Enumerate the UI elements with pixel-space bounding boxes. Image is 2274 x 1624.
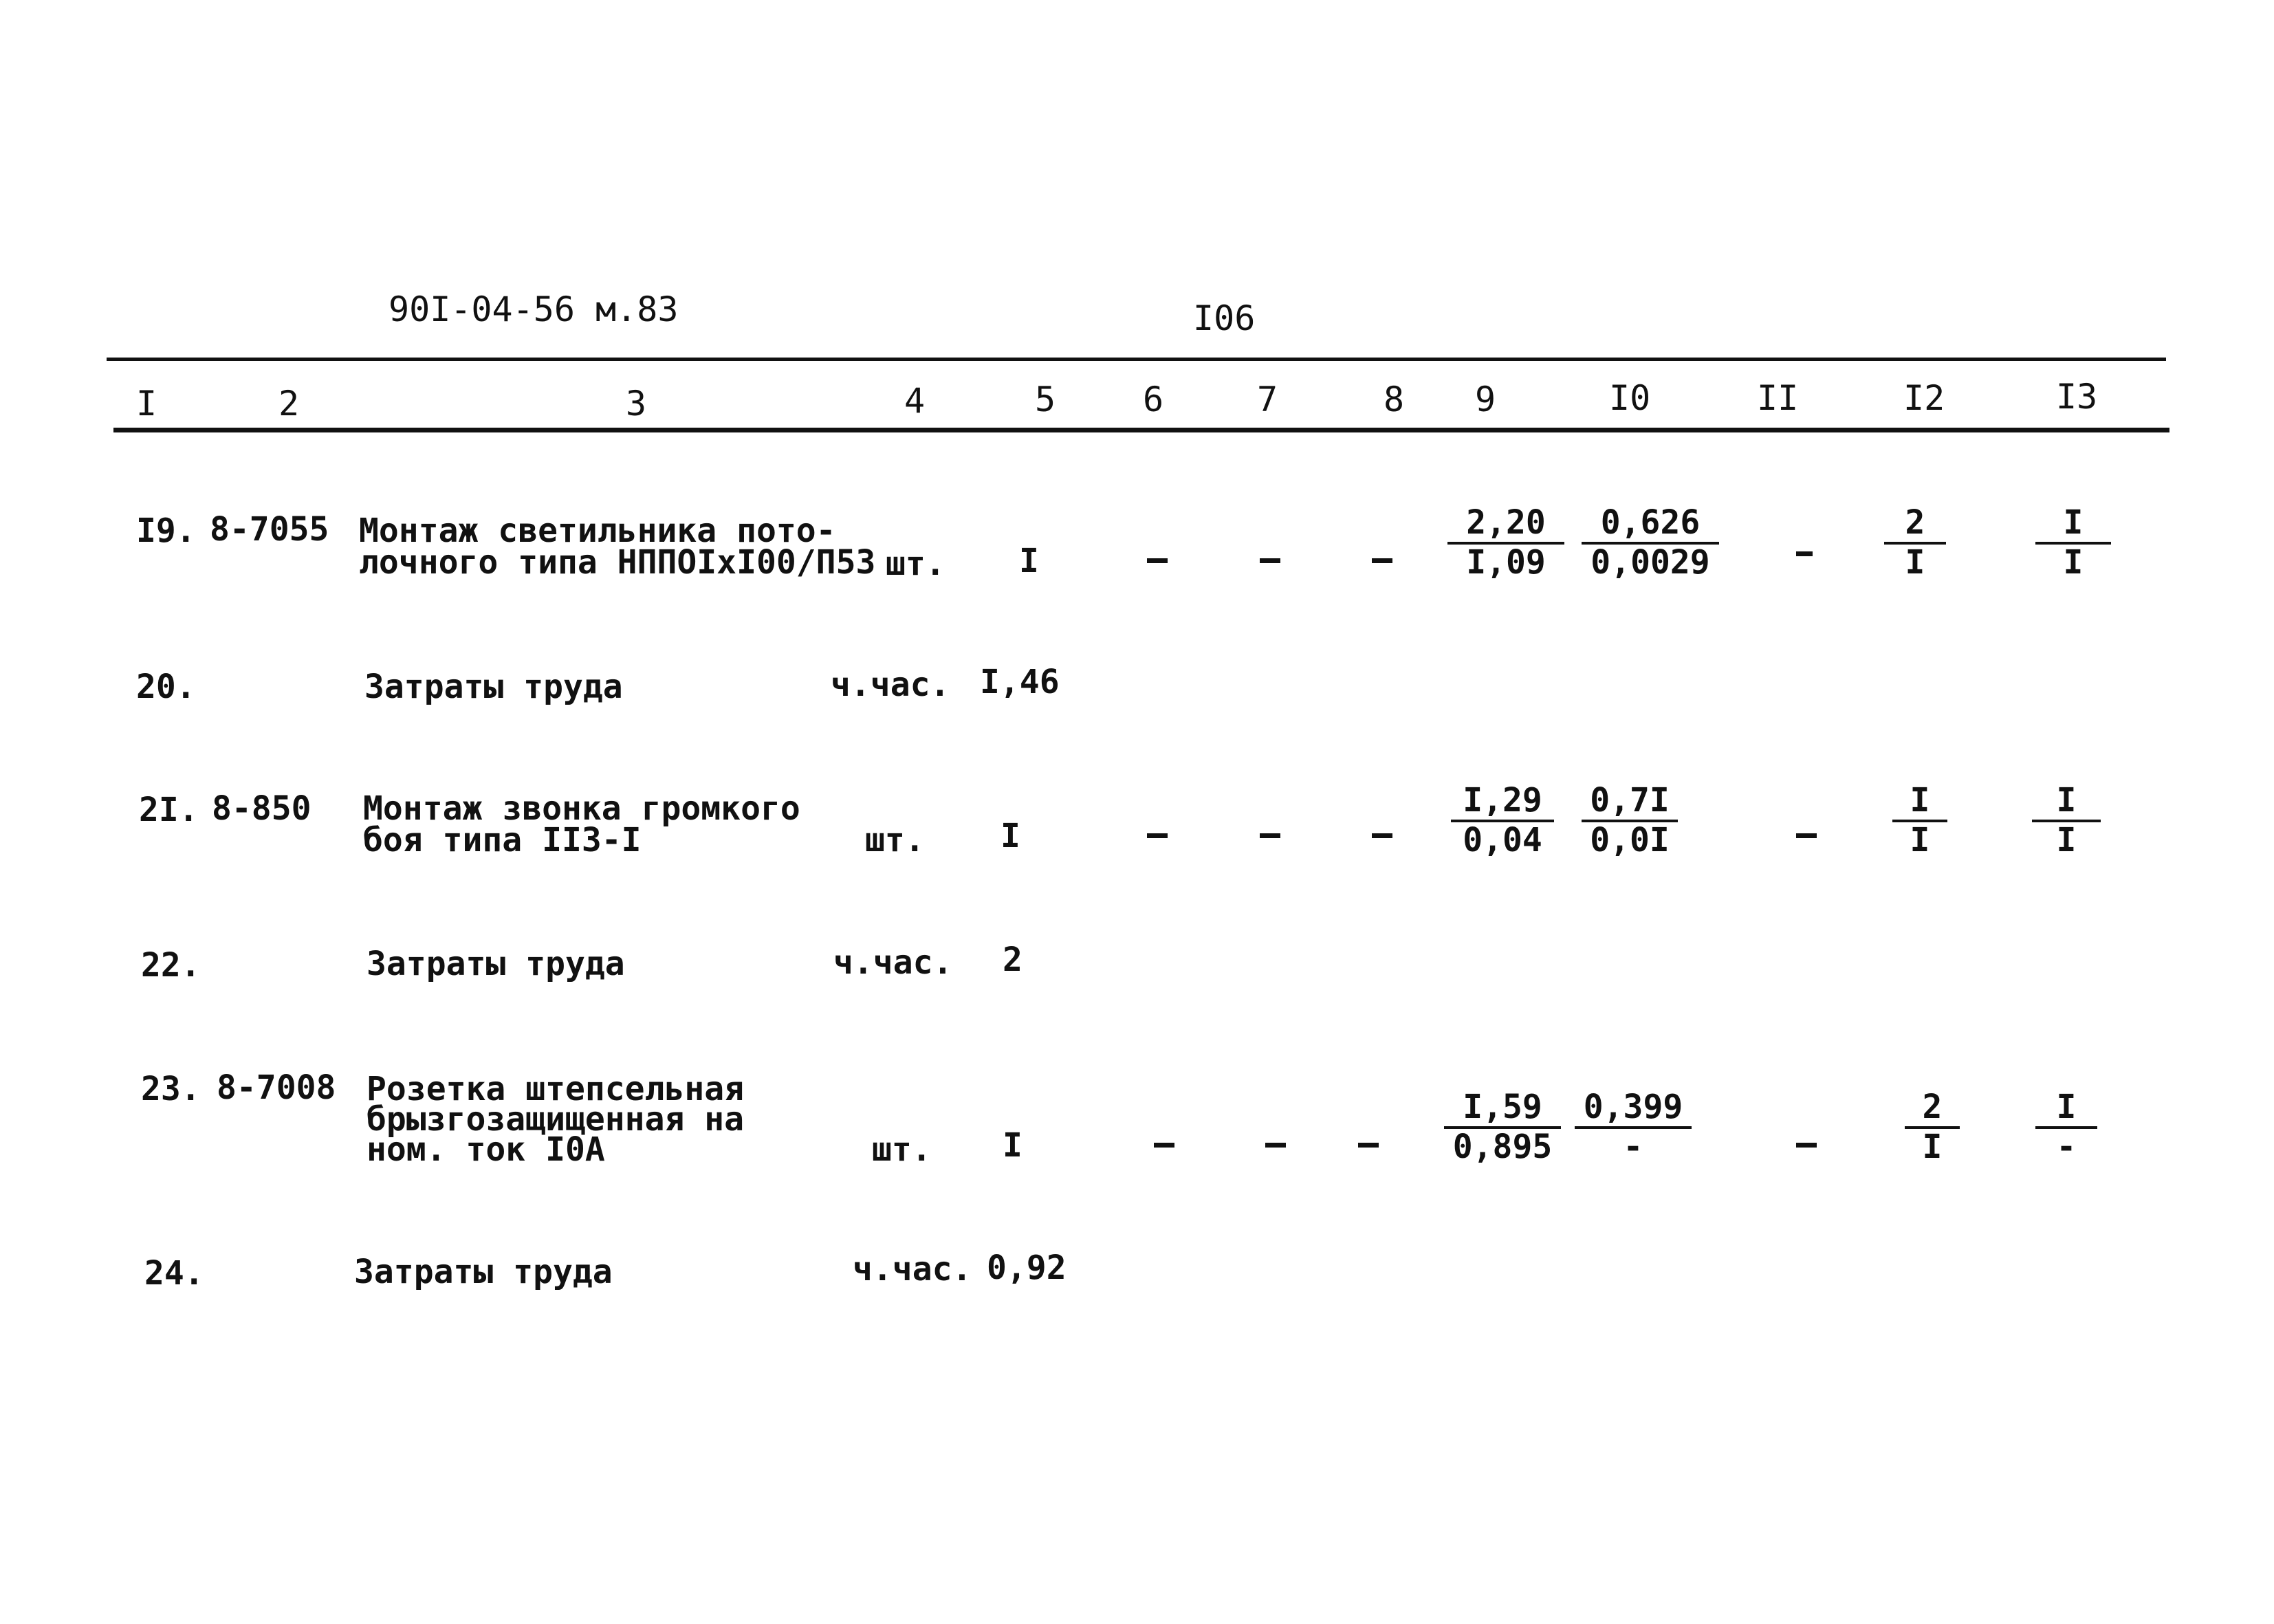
work-description: Затраты труда [364, 668, 623, 706]
fraction-col-13 [2035, 1088, 2097, 1166]
column-header: 7 [1257, 380, 1278, 419]
rate-code: 8-850 [212, 789, 311, 828]
work-description: Розетка штепсельная [367, 1070, 745, 1108]
column-header: II [1757, 378, 1799, 418]
fraction-numerator: I,29 [1451, 784, 1554, 822]
fraction-numerator: 0,626 [1582, 506, 1719, 545]
empty-value-dash [1147, 558, 1168, 563]
fraction-denominator: - [1623, 1128, 1643, 1166]
row-number: 22. [141, 946, 201, 985]
fraction-denominator: 0,04 [1463, 821, 1542, 859]
quantity: I [1019, 542, 1039, 580]
fraction-denominator: I [2063, 543, 2084, 582]
row-number: 2I. [139, 791, 199, 829]
empty-value-dash [1147, 833, 1168, 838]
fraction-numerator: 0,7I [1582, 784, 1678, 822]
fraction-denominator: 0,895 [1452, 1128, 1553, 1166]
unit: ч.час. [833, 943, 953, 982]
fraction-col-9 [1451, 781, 1554, 859]
empty-value-dash [1372, 833, 1392, 838]
column-header: 8 [1384, 380, 1405, 419]
empty-value-dash [1265, 1143, 1286, 1148]
fraction-denominator: I [2056, 821, 2077, 859]
table-header-rule [113, 428, 2169, 432]
table-top-rule [107, 358, 2166, 361]
empty-value-dash [1154, 1143, 1174, 1148]
work-description: Затраты труда [367, 945, 625, 983]
fraction-denominator: I [1910, 821, 1930, 859]
unit: шт. [865, 821, 925, 859]
fraction-col-13 [2035, 503, 2111, 582]
quantity: I [1003, 1126, 1023, 1165]
unit: шт. [872, 1130, 932, 1169]
quantity: 0,92 [987, 1249, 1067, 1287]
fraction-col-12 [1892, 781, 1947, 859]
column-header: I [136, 384, 157, 424]
work-description: Монтаж светильника пото- [359, 512, 836, 550]
column-header: 9 [1475, 380, 1496, 419]
work-description: боя типа II3-I [363, 821, 642, 859]
quantity: I [1001, 817, 1020, 855]
fraction-numerator: I,59 [1444, 1090, 1561, 1129]
unit: шт. [886, 545, 945, 583]
fraction-numerator: I [2035, 1090, 2097, 1129]
column-header: 3 [626, 384, 647, 424]
rate-code: 8-7008 [217, 1068, 336, 1107]
fraction-denominator: I,09 [1466, 543, 1546, 582]
work-description: ном. ток I0А [367, 1130, 605, 1169]
empty-value-dash [1372, 558, 1392, 563]
work-description: брызгозащищенная на [367, 1100, 745, 1139]
unit: ч.час. [831, 666, 950, 704]
fraction-col-10 [1582, 781, 1678, 859]
work-description: Монтаж звонка громкого [363, 789, 800, 828]
fraction-denominator: 0,0I [1590, 821, 1670, 859]
column-header: I3 [2056, 377, 2098, 417]
column-header: 6 [1143, 380, 1164, 419]
fraction-denominator: I [1922, 1128, 1943, 1166]
fraction-col-9 [1444, 1088, 1561, 1166]
column-header: 4 [904, 381, 926, 421]
empty-value-dash [1796, 1143, 1817, 1148]
column-header: I0 [1609, 378, 1651, 418]
fraction-numerator: I [1892, 784, 1947, 822]
work-description: Затраты труда [354, 1253, 613, 1291]
empty-value-dash [1796, 551, 1813, 556]
quantity: I,46 [980, 663, 1060, 701]
fraction-col-12 [1884, 503, 1946, 582]
column-header: I2 [1903, 378, 1945, 418]
quantity: 2 [1003, 941, 1023, 979]
empty-value-dash [1260, 558, 1280, 563]
fraction-numerator: I [2032, 784, 2101, 822]
row-number: 20. [136, 668, 196, 706]
column-header: 5 [1035, 380, 1056, 419]
fraction-col-13 [2032, 781, 2101, 859]
row-number: 24. [144, 1254, 204, 1293]
row-number: 23. [141, 1070, 201, 1108]
column-header: 2 [278, 384, 300, 424]
fraction-col-10 [1582, 503, 1719, 582]
fraction-denominator: I [1905, 543, 1925, 582]
work-description: лочного типа НППОIxI00/П53 [359, 543, 876, 582]
rate-code: 8-7055 [210, 510, 329, 549]
empty-value-dash [1260, 833, 1280, 838]
fraction-numerator: 2 [1905, 1090, 1960, 1129]
unit: ч.час. [853, 1250, 972, 1288]
fraction-numerator: 2,20 [1447, 506, 1564, 545]
fraction-col-12 [1905, 1088, 1960, 1166]
empty-value-dash [1358, 1143, 1379, 1148]
fraction-col-9 [1447, 503, 1564, 582]
fraction-numerator: 2 [1884, 506, 1946, 545]
empty-value-dash [1796, 833, 1817, 838]
fraction-numerator: I [2035, 506, 2111, 545]
fraction-denominator: 0,0029 [1590, 543, 1710, 582]
page-number: I06 [1193, 298, 1256, 338]
document-code: 90I-04-56 м.83 [389, 289, 679, 329]
fraction-numerator: 0,399 [1575, 1090, 1692, 1129]
fraction-denominator: - [2056, 1128, 2077, 1166]
row-number: I9. [136, 512, 196, 550]
fraction-col-10 [1575, 1088, 1692, 1166]
